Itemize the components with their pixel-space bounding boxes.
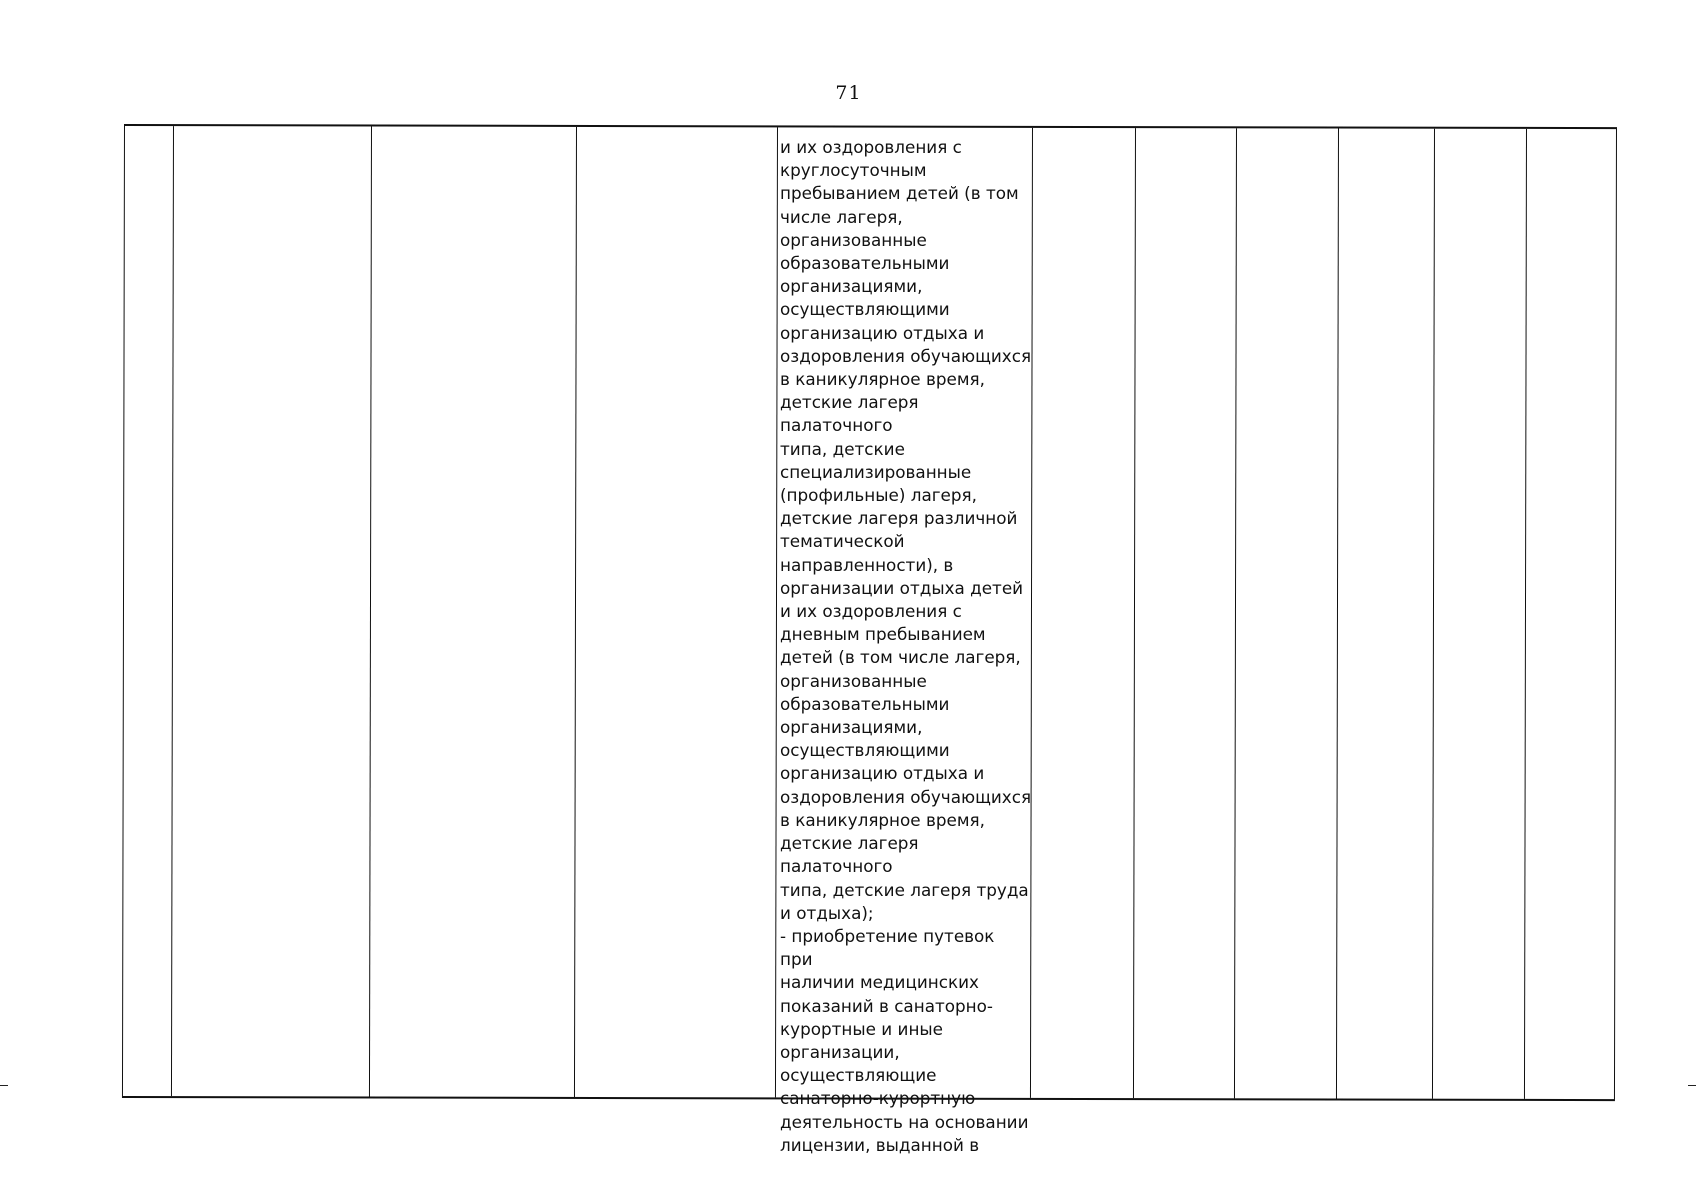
column-divider bbox=[1432, 129, 1435, 1099]
column-divider bbox=[171, 126, 174, 1096]
column-divider bbox=[775, 127, 778, 1097]
column-divider bbox=[369, 127, 372, 1097]
left-edge-mark bbox=[0, 1085, 8, 1086]
column-divider bbox=[574, 127, 577, 1097]
column-divider bbox=[1336, 129, 1339, 1099]
column-divider bbox=[1234, 128, 1237, 1098]
right-edge-mark bbox=[1688, 1085, 1696, 1086]
table-cell-text: и их оздоровления с круглосуточным пребыванием детей (в том числе лагеря, организованные образовательными организациями, осуществляющими организацию отдыха и оздоровления обучающихся в каникулярное время, детские лагеря палаточного типа, детские специализированные (профильные) лагеря, детские лагеря различной тематической направленности), в организации отдыха детей и их оздоровления с дневным пребыванием детей (в том числе лагеря, организованные образовательными организациями, осуществляющими организацию отдыха и оздоровления обучающихся в каникулярное время, детские лагеря палаточного типа, детские лагеря труда и отдыха); - приобретение путевок при наличии медицинских показаний в санаторно- курортные и иные организации, осуществляющие санаторно-курортную деятельность на основании лицензии, выданной в bbox=[780, 137, 1032, 1155]
column-divider bbox=[1524, 129, 1527, 1099]
page-number: 71 bbox=[835, 82, 862, 104]
column-divider bbox=[1133, 128, 1136, 1098]
